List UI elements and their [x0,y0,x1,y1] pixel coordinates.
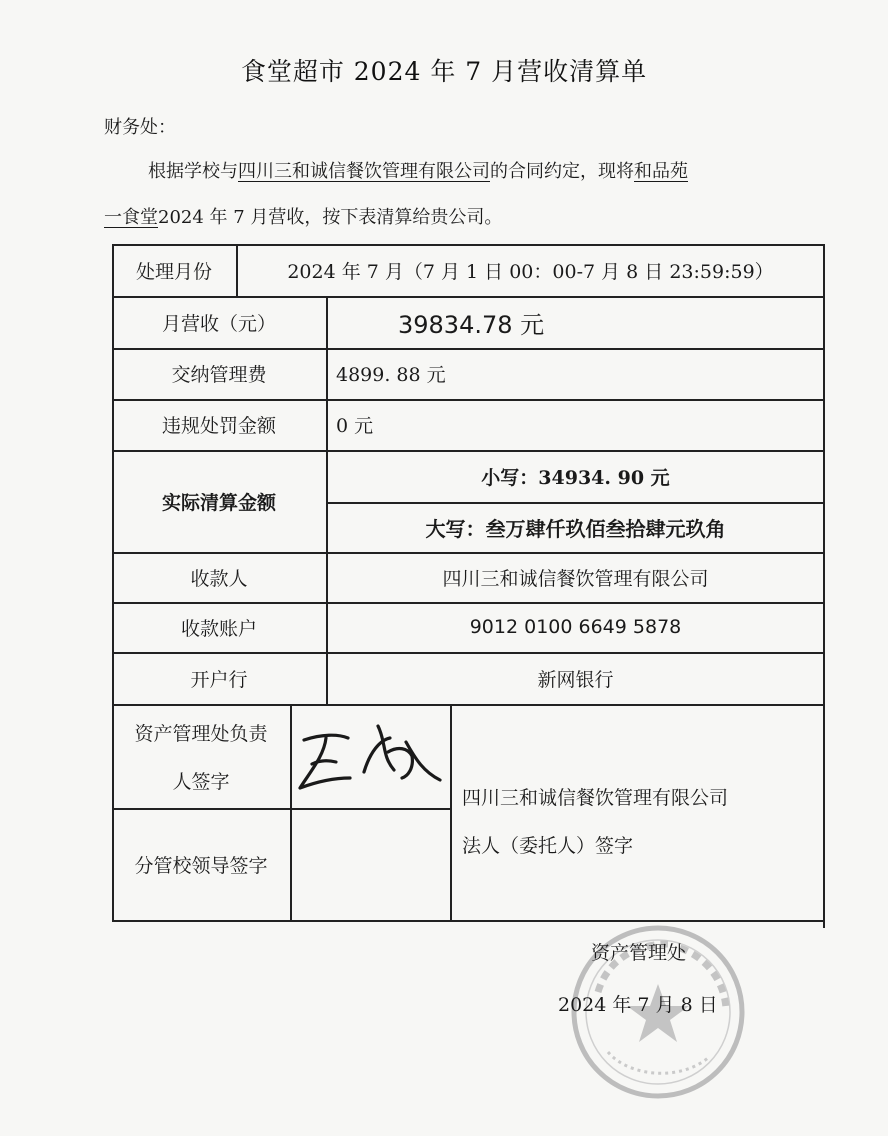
payee-label: 收款人 [190,567,248,590]
fee-label: 交纳管理费 [171,364,267,386]
asset-sign-label-line1: 资产管理处负责 [134,722,268,745]
contract-company: 四川三和诚信餐饮管理有限公司 [238,161,490,182]
addressee: 财务处： [104,117,176,138]
penalty-value: 0 元 [336,415,374,437]
payee-value: 四川三和诚信餐饮管理有限公司 [442,567,709,590]
revenue-value: 39834.78 元 [398,310,545,339]
period-value: 2024 年 7 月（7 月 1 日 00：00-7 月 8 日 23:59:59） [287,260,774,283]
intro-text-2: 的合同约定，现将 [490,161,634,182]
settle-capital: 大写：叁万肆仟玖佰叁拾肆元玖角 [425,516,726,541]
document-title: 食堂超市 2024 年 7 月营收清算单 [240,57,648,86]
venue-name-a: 和品苑 [634,161,688,182]
bank-value: 新网银行 [537,668,614,691]
bank-label: 开户行 [190,668,248,691]
leader-sign-label: 分管校领导签字 [134,854,268,877]
penalty-label: 违规处罚金额 [161,415,276,437]
asset-sign-label-line2: 人签字 [172,770,230,793]
venue-name-b: 一食堂 [104,207,158,228]
handwritten-signature [290,712,450,802]
footer-dept: 资产管理处 [591,942,687,964]
account-value: 9012 0100 6649 5878 [469,616,682,638]
intro-text-3: 2024 年 7 月营收，按下表清算给贵公司。 [158,207,503,228]
intro-paragraph-line1 [104,160,824,184]
company-sign-line1: 四川三和诚信餐饮管理有限公司 [462,786,729,809]
settle-label: 实际清算金额 [161,491,276,514]
footer-date: 2024 年 7 月 8 日 [558,994,718,1016]
intro-text-1: 根据学校与 [148,161,238,182]
intro-paragraph-line2 [104,206,824,230]
account-label: 收款账户 [180,617,257,640]
settle-small: 小写：34934. 90 元 [481,466,670,489]
company-sign-line2: 法人（委托人）签字 [462,834,634,857]
revenue-label: 月营收（元） [161,312,276,335]
fee-value: 4899. 88 元 [336,364,446,386]
period-label: 处理月份 [135,260,212,283]
